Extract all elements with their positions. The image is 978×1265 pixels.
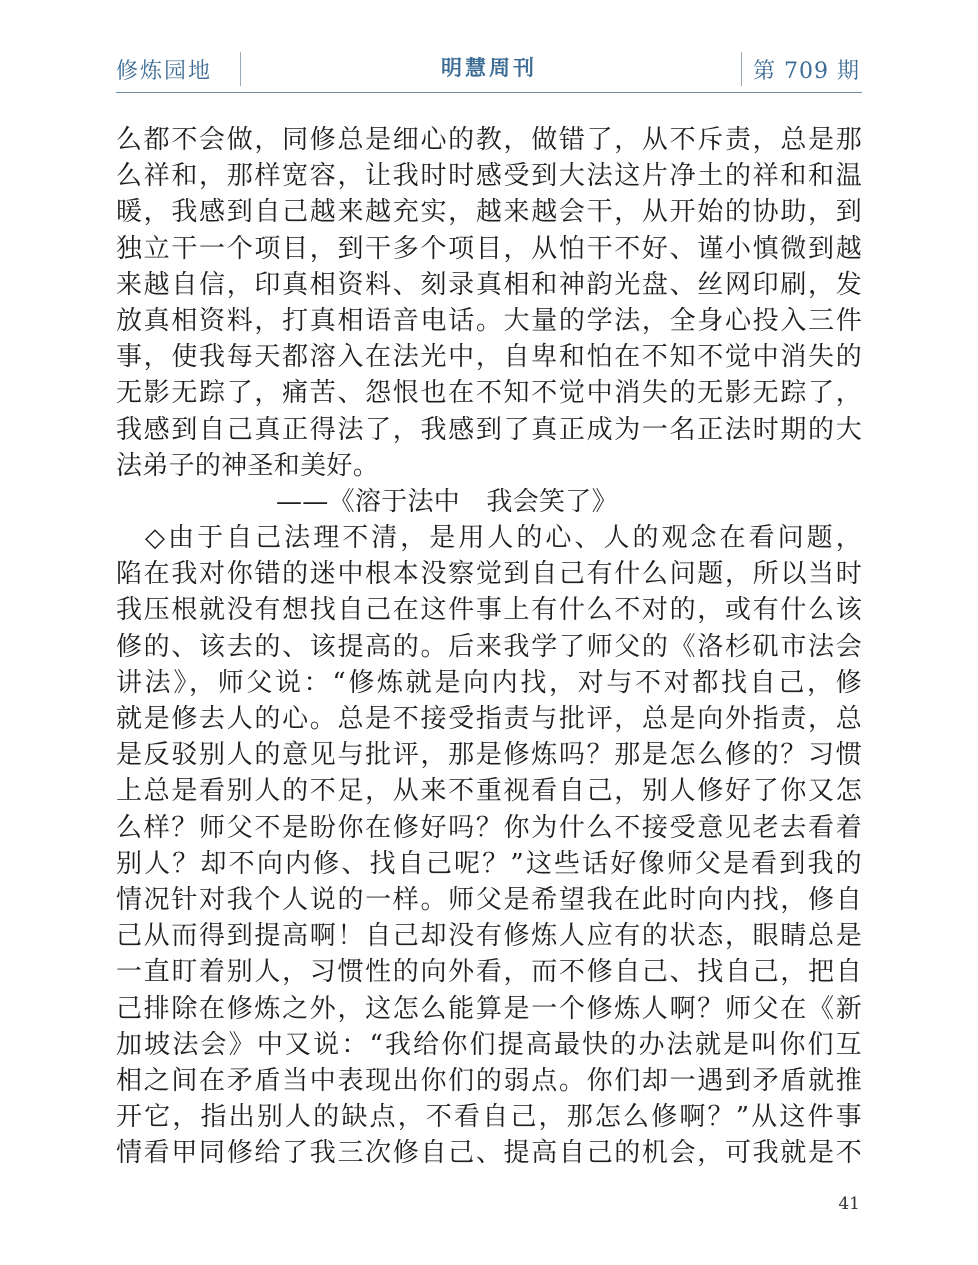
page-header — [116, 48, 862, 93]
text-line: 来越自信，印真相资料、刻录真相和神韵光盘、丝网印刷，发 — [116, 269, 862, 300]
text-line: 法弟子的神圣和美好。 — [116, 450, 380, 481]
text-line: 加坡法会》中又说：“我给你们提高最快的办法就是叫你们互 — [116, 1029, 862, 1060]
text-line: 是反驳别人的意见与批评，那是修炼吗？那是怎么修的？习惯 — [116, 740, 862, 771]
article-body — [116, 122, 862, 1171]
text-line: 相之间在矛盾当中表现出你们的弱点。你们却一遇到矛盾就推 — [116, 1065, 862, 1096]
text-line: ◇由于自己法理不清，是用人的心、人的观念在看问题， — [116, 523, 862, 554]
text-line: 暖，我感到自己越来越充实，越来越会干，从开始的协助，到 — [116, 197, 862, 228]
text-line: 情看甲同修给了我三次修自己、提高自己的机会，可我就是不 — [116, 1138, 862, 1169]
text-line: 修的、该去的、该提高的。后来我学了师父的《洛杉矶市法会 — [116, 631, 862, 662]
text-line: 别人？却不向内修、找自己呢？”这些话好像师父是看到我的 — [116, 848, 862, 879]
text-line: 独立干一个项目，到干多个项目，从怕干不好、谨小慎微到越 — [116, 233, 862, 264]
text-line: 放真相资料，打真相语音电话。大量的学法，全身心投入三件 — [116, 305, 862, 336]
publication-title: 明慧周刊 — [441, 55, 537, 80]
text-line: 一直盯着别人，习惯性的向外看，而不修自己、找自己，把自 — [116, 957, 862, 988]
text-line: 事，使我每天都溶入在法光中，自卑和怕在不知不觉中消失的 — [116, 342, 862, 373]
header-divider — [741, 52, 742, 86]
text-line: 我感到自己真正得法了，我感到了真正成为一名正法时期的大 — [116, 414, 862, 445]
text-line: 己从而得到提高啊！自己却没有修炼人应有的状态，眼睛总是 — [116, 921, 862, 952]
page-number: 41 — [838, 1194, 860, 1214]
text-line: 陷在我对你错的迷中根本没察觉到自己有什么问题，所以当时 — [116, 559, 862, 590]
text-line: 么样？师父不是盼你在修好吗？你为什么不接受意见老去看着 — [116, 812, 862, 843]
article-attribution: ——《溶于法中 我会笑了》 — [276, 486, 618, 517]
section-title: 修炼园地 — [116, 59, 213, 84]
text-line: 己排除在修炼之外，这怎么能算是一个修炼人啊？师父在《新 — [116, 993, 862, 1024]
text-line: 就是修去人的心。总是不接受指责与批评，总是向外指责，总 — [116, 704, 862, 734]
text-line: 上总是看别人的不足，从来不重视看自己，别人修好了你又怎 — [116, 776, 862, 807]
text-line: 么祥和，那样宽容，让我时时感受到大法这片净土的祥和和温 — [116, 161, 862, 192]
text-line: 情况针对我个人说的一样。师父是希望我在此时向内找，修自 — [116, 884, 862, 915]
text-line: 我压根就没有想找自己在这件事上有什么不对的，或有什么该 — [116, 595, 862, 626]
text-line: 讲法》，师父说：“修炼就是向内找，对与不对都找自己，修 — [116, 667, 862, 698]
text-line: 无影无踪了，痛苦、怨恨也在不知不觉中消失的无影无踪了， — [116, 378, 862, 409]
issue-number: 第 709 期 — [753, 59, 860, 84]
text-line: 开它，指出别人的缺点，不看自己，那怎么修啊？”从这件事 — [116, 1102, 862, 1133]
text-line: 么都不会做，同修总是细心的教，做错了，从不斥责，总是那 — [116, 125, 862, 155]
